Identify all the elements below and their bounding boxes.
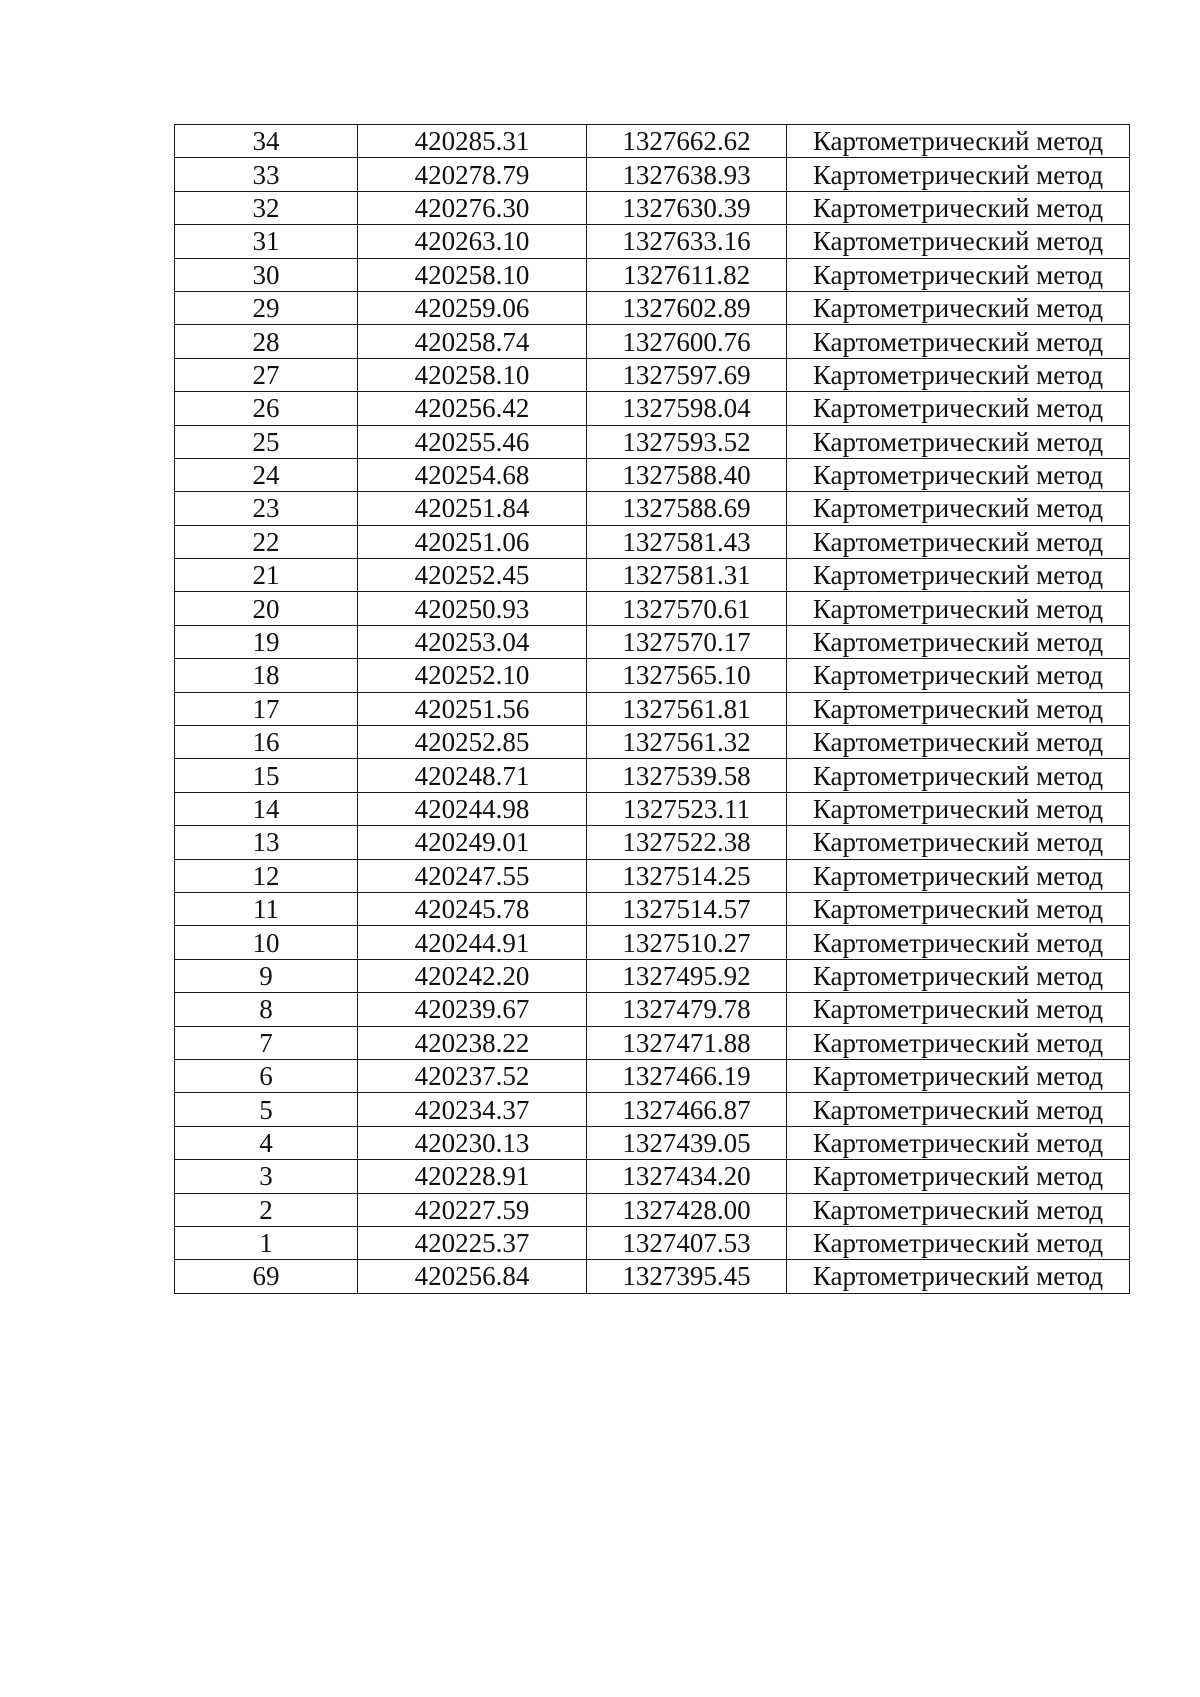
point-number-cell: 3	[175, 1160, 358, 1193]
table-row	[175, 1126, 1130, 1159]
x-coordinate-cell: 420252.45	[358, 559, 587, 592]
table-row	[175, 191, 1130, 224]
point-number-cell: 22	[175, 525, 358, 558]
table-row	[175, 559, 1130, 592]
x-coordinate-cell: 420252.85	[358, 726, 587, 759]
y-coordinate-cell: 1327471.88	[587, 1026, 787, 1059]
x-coordinate-cell: 420234.37	[358, 1093, 587, 1126]
y-coordinate-cell: 1327439.05	[587, 1126, 787, 1159]
table-row	[175, 392, 1130, 425]
x-coordinate-cell: 420251.56	[358, 692, 587, 725]
y-coordinate-cell: 1327428.00	[587, 1193, 787, 1226]
method-cell: Картометрический метод	[787, 191, 1130, 224]
y-coordinate-cell: 1327514.57	[587, 892, 787, 925]
y-coordinate-cell: 1327561.81	[587, 692, 787, 725]
table-row	[175, 926, 1130, 959]
x-coordinate-cell: 420242.20	[358, 959, 587, 992]
y-coordinate-cell: 1327570.17	[587, 625, 787, 658]
point-number-cell: 21	[175, 559, 358, 592]
point-number-cell: 17	[175, 692, 358, 725]
method-cell: Картометрический метод	[787, 1193, 1130, 1226]
table-row	[175, 358, 1130, 391]
method-cell: Картометрический метод	[787, 692, 1130, 725]
coordinates-table-body	[175, 125, 1130, 1294]
x-coordinate-cell: 420247.55	[358, 859, 587, 892]
method-cell: Картометрический метод	[787, 1026, 1130, 1059]
table-row	[175, 1093, 1130, 1126]
point-number-cell: 4	[175, 1126, 358, 1159]
method-cell: Картометрический метод	[787, 392, 1130, 425]
y-coordinate-cell: 1327407.53	[587, 1226, 787, 1259]
method-cell: Картометрический метод	[787, 993, 1130, 1026]
point-number-cell: 23	[175, 492, 358, 525]
y-coordinate-cell: 1327434.20	[587, 1160, 787, 1193]
point-number-cell: 25	[175, 425, 358, 458]
point-number-cell: 34	[175, 125, 358, 158]
table-row	[175, 1226, 1130, 1259]
table-row	[175, 1260, 1130, 1293]
y-coordinate-cell: 1327565.10	[587, 659, 787, 692]
method-cell: Картометрический метод	[787, 492, 1130, 525]
method-cell: Картометрический метод	[787, 1093, 1130, 1126]
point-number-cell: 30	[175, 258, 358, 291]
x-coordinate-cell: 420259.06	[358, 291, 587, 324]
coordinates-table	[174, 124, 1130, 1294]
point-number-cell: 13	[175, 826, 358, 859]
y-coordinate-cell: 1327581.43	[587, 525, 787, 558]
table-row	[175, 993, 1130, 1026]
x-coordinate-cell: 420258.10	[358, 258, 587, 291]
y-coordinate-cell: 1327570.61	[587, 592, 787, 625]
point-number-cell: 32	[175, 191, 358, 224]
y-coordinate-cell: 1327630.39	[587, 191, 787, 224]
point-number-cell: 9	[175, 959, 358, 992]
y-coordinate-cell: 1327479.78	[587, 993, 787, 1026]
table-row	[175, 492, 1130, 525]
method-cell: Картометрический метод	[787, 759, 1130, 792]
point-number-cell: 24	[175, 458, 358, 491]
table-row	[175, 592, 1130, 625]
y-coordinate-cell: 1327561.32	[587, 726, 787, 759]
table-row	[175, 1026, 1130, 1059]
y-coordinate-cell: 1327539.58	[587, 759, 787, 792]
point-number-cell: 27	[175, 358, 358, 391]
x-coordinate-cell: 420245.78	[358, 892, 587, 925]
x-coordinate-cell: 420252.10	[358, 659, 587, 692]
y-coordinate-cell: 1327597.69	[587, 358, 787, 391]
x-coordinate-cell: 420253.04	[358, 625, 587, 658]
x-coordinate-cell: 420256.42	[358, 392, 587, 425]
x-coordinate-cell: 420244.91	[358, 926, 587, 959]
y-coordinate-cell: 1327466.19	[587, 1059, 787, 1092]
point-number-cell: 28	[175, 325, 358, 358]
y-coordinate-cell: 1327598.04	[587, 392, 787, 425]
method-cell: Картометрический метод	[787, 1059, 1130, 1092]
table-row	[175, 425, 1130, 458]
x-coordinate-cell: 420248.71	[358, 759, 587, 792]
method-cell: Картометрический метод	[787, 559, 1130, 592]
method-cell: Картометрический метод	[787, 659, 1130, 692]
method-cell: Картометрический метод	[787, 859, 1130, 892]
x-coordinate-cell: 420239.67	[358, 993, 587, 1026]
x-coordinate-cell: 420244.98	[358, 792, 587, 825]
table-row	[175, 291, 1130, 324]
y-coordinate-cell: 1327633.16	[587, 225, 787, 258]
y-coordinate-cell: 1327514.25	[587, 859, 787, 892]
point-number-cell: 29	[175, 291, 358, 324]
table-row	[175, 826, 1130, 859]
y-coordinate-cell: 1327662.62	[587, 125, 787, 158]
y-coordinate-cell: 1327600.76	[587, 325, 787, 358]
point-number-cell: 12	[175, 859, 358, 892]
point-number-cell: 69	[175, 1260, 358, 1293]
method-cell: Картометрический метод	[787, 826, 1130, 859]
x-coordinate-cell: 420285.31	[358, 125, 587, 158]
y-coordinate-cell: 1327466.87	[587, 1093, 787, 1126]
x-coordinate-cell: 420228.91	[358, 1160, 587, 1193]
x-coordinate-cell: 420238.22	[358, 1026, 587, 1059]
x-coordinate-cell: 420225.37	[358, 1226, 587, 1259]
method-cell: Картометрический метод	[787, 358, 1130, 391]
point-number-cell: 8	[175, 993, 358, 1026]
x-coordinate-cell: 420278.79	[358, 158, 587, 191]
x-coordinate-cell: 420256.84	[358, 1260, 587, 1293]
x-coordinate-cell: 420237.52	[358, 1059, 587, 1092]
table-row	[175, 859, 1130, 892]
x-coordinate-cell: 420258.10	[358, 358, 587, 391]
method-cell: Картометрический метод	[787, 1260, 1130, 1293]
point-number-cell: 5	[175, 1093, 358, 1126]
x-coordinate-cell: 420251.06	[358, 525, 587, 558]
method-cell: Картометрический метод	[787, 291, 1130, 324]
y-coordinate-cell: 1327638.93	[587, 158, 787, 191]
point-number-cell: 11	[175, 892, 358, 925]
method-cell: Картометрический метод	[787, 158, 1130, 191]
table-row	[175, 125, 1130, 158]
method-cell: Картометрический метод	[787, 325, 1130, 358]
x-coordinate-cell: 420276.30	[358, 191, 587, 224]
method-cell: Картометрический метод	[787, 425, 1130, 458]
table-row	[175, 726, 1130, 759]
method-cell: Картометрический метод	[787, 525, 1130, 558]
method-cell: Картометрический метод	[787, 592, 1130, 625]
point-number-cell: 31	[175, 225, 358, 258]
table-row	[175, 1160, 1130, 1193]
table-row	[175, 258, 1130, 291]
point-number-cell: 19	[175, 625, 358, 658]
method-cell: Картометрический метод	[787, 792, 1130, 825]
table-row	[175, 325, 1130, 358]
y-coordinate-cell: 1327395.45	[587, 1260, 787, 1293]
y-coordinate-cell: 1327611.82	[587, 258, 787, 291]
y-coordinate-cell: 1327588.69	[587, 492, 787, 525]
table-row	[175, 458, 1130, 491]
x-coordinate-cell: 420227.59	[358, 1193, 587, 1226]
method-cell: Картометрический метод	[787, 458, 1130, 491]
point-number-cell: 26	[175, 392, 358, 425]
method-cell: Картометрический метод	[787, 1226, 1130, 1259]
point-number-cell: 16	[175, 726, 358, 759]
table-row	[175, 158, 1130, 191]
point-number-cell: 14	[175, 792, 358, 825]
table-row	[175, 759, 1130, 792]
point-number-cell: 20	[175, 592, 358, 625]
method-cell: Картометрический метод	[787, 892, 1130, 925]
point-number-cell: 18	[175, 659, 358, 692]
x-coordinate-cell: 420251.84	[358, 492, 587, 525]
method-cell: Картометрический метод	[787, 1126, 1130, 1159]
method-cell: Картометрический метод	[787, 926, 1130, 959]
y-coordinate-cell: 1327602.89	[587, 291, 787, 324]
x-coordinate-cell: 420254.68	[358, 458, 587, 491]
method-cell: Картометрический метод	[787, 258, 1130, 291]
table-row	[175, 692, 1130, 725]
point-number-cell: 1	[175, 1226, 358, 1259]
method-cell: Картометрический метод	[787, 625, 1130, 658]
table-row	[175, 525, 1130, 558]
table-row	[175, 625, 1130, 658]
table-row	[175, 1193, 1130, 1226]
table-row	[175, 792, 1130, 825]
point-number-cell: 7	[175, 1026, 358, 1059]
y-coordinate-cell: 1327581.31	[587, 559, 787, 592]
method-cell: Картометрический метод	[787, 959, 1130, 992]
y-coordinate-cell: 1327588.40	[587, 458, 787, 491]
table-row	[175, 892, 1130, 925]
point-number-cell: 15	[175, 759, 358, 792]
x-coordinate-cell: 420250.93	[358, 592, 587, 625]
method-cell: Картометрический метод	[787, 125, 1130, 158]
y-coordinate-cell: 1327523.11	[587, 792, 787, 825]
method-cell: Картометрический метод	[787, 726, 1130, 759]
x-coordinate-cell: 420255.46	[358, 425, 587, 458]
x-coordinate-cell: 420258.74	[358, 325, 587, 358]
point-number-cell: 10	[175, 926, 358, 959]
point-number-cell: 2	[175, 1193, 358, 1226]
method-cell: Картометрический метод	[787, 225, 1130, 258]
y-coordinate-cell: 1327495.92	[587, 959, 787, 992]
point-number-cell: 6	[175, 1059, 358, 1092]
method-cell: Картометрический метод	[787, 1160, 1130, 1193]
y-coordinate-cell: 1327522.38	[587, 826, 787, 859]
x-coordinate-cell: 420263.10	[358, 225, 587, 258]
y-coordinate-cell: 1327593.52	[587, 425, 787, 458]
table-row	[175, 225, 1130, 258]
x-coordinate-cell: 420249.01	[358, 826, 587, 859]
table-row	[175, 659, 1130, 692]
table-row	[175, 1059, 1130, 1092]
x-coordinate-cell: 420230.13	[358, 1126, 587, 1159]
table-row	[175, 959, 1130, 992]
y-coordinate-cell: 1327510.27	[587, 926, 787, 959]
point-number-cell: 33	[175, 158, 358, 191]
